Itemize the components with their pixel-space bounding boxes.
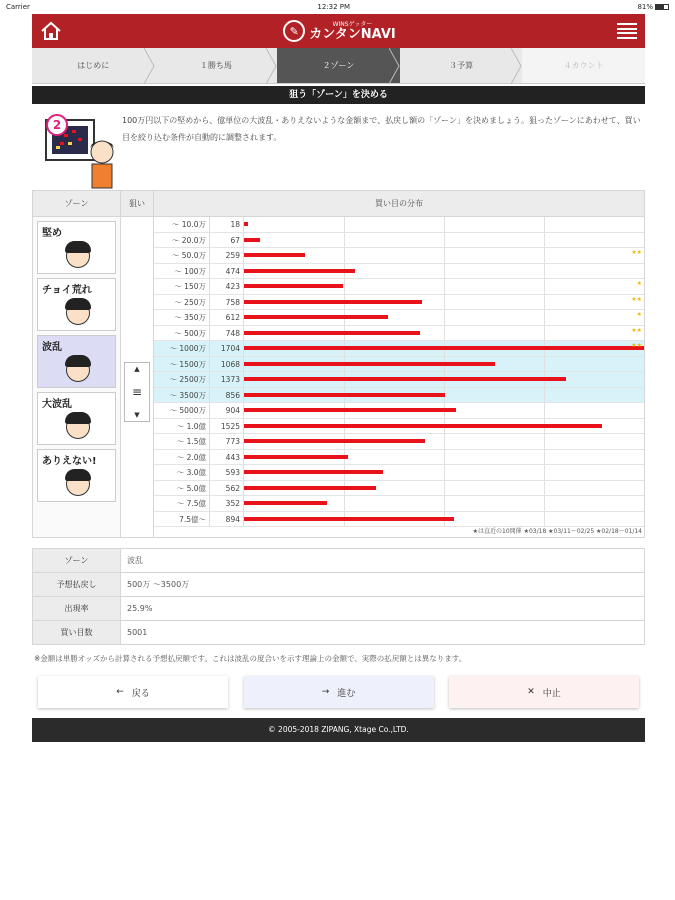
range-label: ～ 20.0万 [154, 233, 210, 248]
range-label: ～ 3500万 [154, 388, 210, 403]
count-value: 259 [210, 248, 244, 263]
star-icon: ★ [636, 311, 642, 318]
range-label: ～ 100万 [154, 264, 210, 279]
range-handle-icon[interactable]: ≡ [131, 385, 143, 399]
distribution-row[interactable] [154, 217, 644, 233]
distribution-row[interactable] [154, 248, 644, 264]
distribution-row[interactable] [154, 326, 644, 342]
range-label: ～ 2500万 [154, 372, 210, 387]
summary-value: 5001 [121, 621, 645, 645]
step-label: ３予算 [449, 61, 474, 70]
clock: 12:32 PM [317, 3, 351, 11]
logo-title: カンタンNAVI [309, 26, 396, 42]
back-button[interactable]: ← 戻る [38, 676, 228, 708]
range-slider[interactable] [124, 362, 150, 422]
distribution-row[interactable] [154, 434, 644, 450]
range-label: ～ 5000万 [154, 403, 210, 418]
range-label: ～ 3.0億 [154, 465, 210, 480]
top-bar [32, 14, 645, 48]
distribution-row[interactable] [154, 295, 644, 311]
star-icon: ★ [636, 280, 642, 287]
step-2[interactable] [155, 48, 278, 83]
distribution-bar [244, 470, 383, 474]
aim-column-header: 狙い [121, 191, 154, 217]
range-label: ～ 2.0億 [154, 450, 210, 465]
range-label: ～ 1.0億 [154, 419, 210, 434]
zone-option[interactable] [37, 278, 116, 331]
range-label: ～ 350万 [154, 310, 210, 325]
distribution-bar [244, 486, 376, 490]
distribution-row[interactable] [154, 403, 644, 419]
distribution-row[interactable] [154, 496, 644, 512]
summary-key: ゾーン [33, 549, 121, 573]
summary-row [33, 597, 645, 621]
distribution-row[interactable] [154, 388, 644, 404]
count-value: 1525 [210, 419, 244, 434]
zone-option[interactable] [37, 449, 116, 502]
zone-column-header: ゾーン [33, 191, 121, 217]
intro-text: 100万円以下の堅めから、億単位の大波乱・ありえないような金額まで、払戻し額の「ゾーン」を決めましょう。狙ったゾーンにあわせて、買い目を絞り込む条件が自動的に調整されます。 [122, 116, 641, 142]
range-label: ～ 1500万 [154, 357, 210, 372]
range-label: ～ 250万 [154, 295, 210, 310]
summary-value: 波乱 [121, 549, 645, 573]
count-value: 474 [210, 264, 244, 279]
range-up-icon[interactable]: ▲ [134, 365, 140, 373]
battery-indicator: 81% [637, 3, 669, 11]
count-value: 593 [210, 465, 244, 480]
distribution-row[interactable] [154, 481, 644, 497]
distribution-bar [244, 501, 327, 505]
distribution-row[interactable] [154, 465, 644, 481]
distribution-row[interactable] [154, 310, 644, 326]
zone-table [32, 190, 645, 538]
intro-illustration [32, 112, 120, 190]
step-label: １勝ち馬 [199, 61, 232, 70]
count-value: 612 [210, 310, 244, 325]
distribution-bar [244, 424, 602, 428]
distribution-bar [244, 253, 305, 257]
intro-section [32, 104, 645, 190]
distribution-bar [244, 300, 422, 304]
distribution-row[interactable] [154, 372, 644, 388]
section-title: 狙う「ゾーン」を決める [32, 86, 645, 104]
footnote: ※金額は単勝オッズから計算される予想払戻額です。これは波乱の度合いを示す理論上の金額で、実際の払戻額とは異なります。 [34, 654, 467, 663]
range-label: 7.5億～ [154, 512, 210, 527]
distribution-bar [244, 393, 445, 397]
battery-icon [655, 4, 669, 10]
arrow-left-icon: ← [116, 687, 124, 697]
count-value: 443 [210, 450, 244, 465]
count-value: 67 [210, 233, 244, 248]
stop-button[interactable]: ✕ 中止 [449, 676, 639, 708]
star-icon: ★★ [631, 295, 642, 303]
step-1[interactable] [32, 48, 155, 83]
star-icon: ★★ [631, 342, 642, 349]
distribution-bar [244, 331, 420, 335]
character-face-icon [62, 409, 94, 441]
step-5 [522, 48, 645, 83]
count-value: 856 [210, 388, 244, 403]
distribution-row[interactable] [154, 233, 644, 249]
range-label: ～ 1000万 [154, 341, 210, 356]
summary-row [33, 549, 645, 573]
count-value: 18 [210, 217, 244, 232]
step-label: はじめに [77, 61, 110, 70]
range-label: ～ 500万 [154, 326, 210, 341]
distribution-bar [244, 439, 425, 443]
count-value: 423 [210, 279, 244, 294]
star-icon: ★★ [631, 249, 642, 256]
distribution-chart [154, 217, 645, 538]
app-frame [32, 14, 645, 742]
distribution-bar [244, 455, 348, 459]
count-value: 894 [210, 512, 244, 527]
next-button[interactable]: → 進む [244, 676, 434, 708]
summary-row [33, 573, 645, 597]
character-face-icon [62, 352, 94, 384]
distribution-row[interactable] [154, 450, 644, 466]
range-label: ～ 10.0万 [154, 217, 210, 232]
range-label: ～ 1.5億 [154, 434, 210, 449]
distribution-bar [244, 315, 388, 319]
summary-key: 予想払戻し [33, 573, 121, 597]
logo-subtitle: WINSゲッター [332, 20, 373, 28]
count-value: 758 [210, 295, 244, 310]
distribution-bar [244, 238, 260, 242]
logo-mark-icon: ✎ [283, 20, 305, 42]
summary-value: 25.9% [121, 597, 645, 621]
summary-table [32, 548, 645, 645]
footer-copyright: © 2005-2018 ZIPANG, Xtage Co.,LTD. [32, 718, 645, 742]
action-buttons [32, 676, 645, 708]
distribution-bar [244, 377, 566, 381]
aim-column [121, 217, 154, 538]
step-3[interactable] [277, 48, 400, 83]
status-bar [0, 0, 675, 14]
character-face-icon [62, 466, 94, 498]
distribution-bar [244, 408, 456, 412]
range-down-icon[interactable]: ▼ [134, 411, 140, 419]
count-value: 1373 [210, 372, 244, 387]
zone-label: 大波乱 [42, 399, 72, 410]
count-value: 748 [210, 326, 244, 341]
distribution-row[interactable] [154, 264, 644, 280]
step-label: ４カウント [563, 61, 604, 70]
step-progress [32, 48, 645, 84]
zone-label: チョイ荒れ [42, 285, 92, 296]
summary-key: 出現率 [33, 597, 121, 621]
distribution-bar [244, 362, 495, 366]
distribution-bar [244, 222, 248, 226]
character-face-icon [62, 238, 94, 270]
zone-label: 波乱 [42, 342, 62, 353]
summary-row [33, 621, 645, 645]
step-number-badge: 2 [46, 114, 68, 136]
count-value: 1704 [210, 341, 244, 356]
summary-key: 買い目数 [33, 621, 121, 645]
distribution-bar [244, 284, 343, 288]
zone-list [33, 217, 121, 538]
count-value: 562 [210, 481, 244, 496]
distribution-column-header: 買い目の分布 [154, 191, 645, 217]
range-label: ～ 5.0億 [154, 481, 210, 496]
count-value: 1068 [210, 357, 244, 372]
range-label: ～ 50.0万 [154, 248, 210, 263]
step-4[interactable] [400, 48, 523, 83]
character-face-icon [62, 295, 94, 327]
zone-label: 堅め [42, 228, 62, 239]
count-value: 904 [210, 403, 244, 418]
distribution-row[interactable] [154, 357, 644, 373]
zone-option[interactable] [37, 392, 116, 445]
count-value: 352 [210, 496, 244, 511]
distribution-row[interactable] [154, 419, 644, 435]
distribution-row[interactable] [154, 279, 644, 295]
arrow-right-icon: → [321, 687, 330, 697]
hamburger-menu-icon[interactable] [617, 23, 637, 39]
count-value: 773 [210, 434, 244, 449]
summary-value: 500万 ～3500万 [121, 573, 645, 597]
zone-option[interactable] [37, 335, 116, 388]
distribution-bar [244, 517, 454, 521]
range-label: ～ 150万 [154, 279, 210, 294]
home-icon[interactable] [40, 21, 62, 41]
distribution-bar [244, 269, 355, 273]
chart-legend: ★は直近の10開催 ★03/18 ★03/11～02/25 ★02/18～01/14 [472, 528, 642, 535]
distribution-bar [244, 346, 644, 350]
carrier-label: Carrier [6, 3, 30, 11]
close-icon: ✕ [527, 687, 535, 697]
step-label: ２ゾーン [322, 61, 355, 70]
zone-label: ありえない! [42, 456, 97, 467]
zone-option[interactable] [37, 221, 116, 274]
distribution-row[interactable] [154, 341, 644, 357]
star-icon: ★★ [631, 326, 642, 334]
app-logo [283, 20, 395, 42]
range-label: ～ 7.5億 [154, 496, 210, 511]
distribution-row[interactable] [154, 512, 644, 528]
